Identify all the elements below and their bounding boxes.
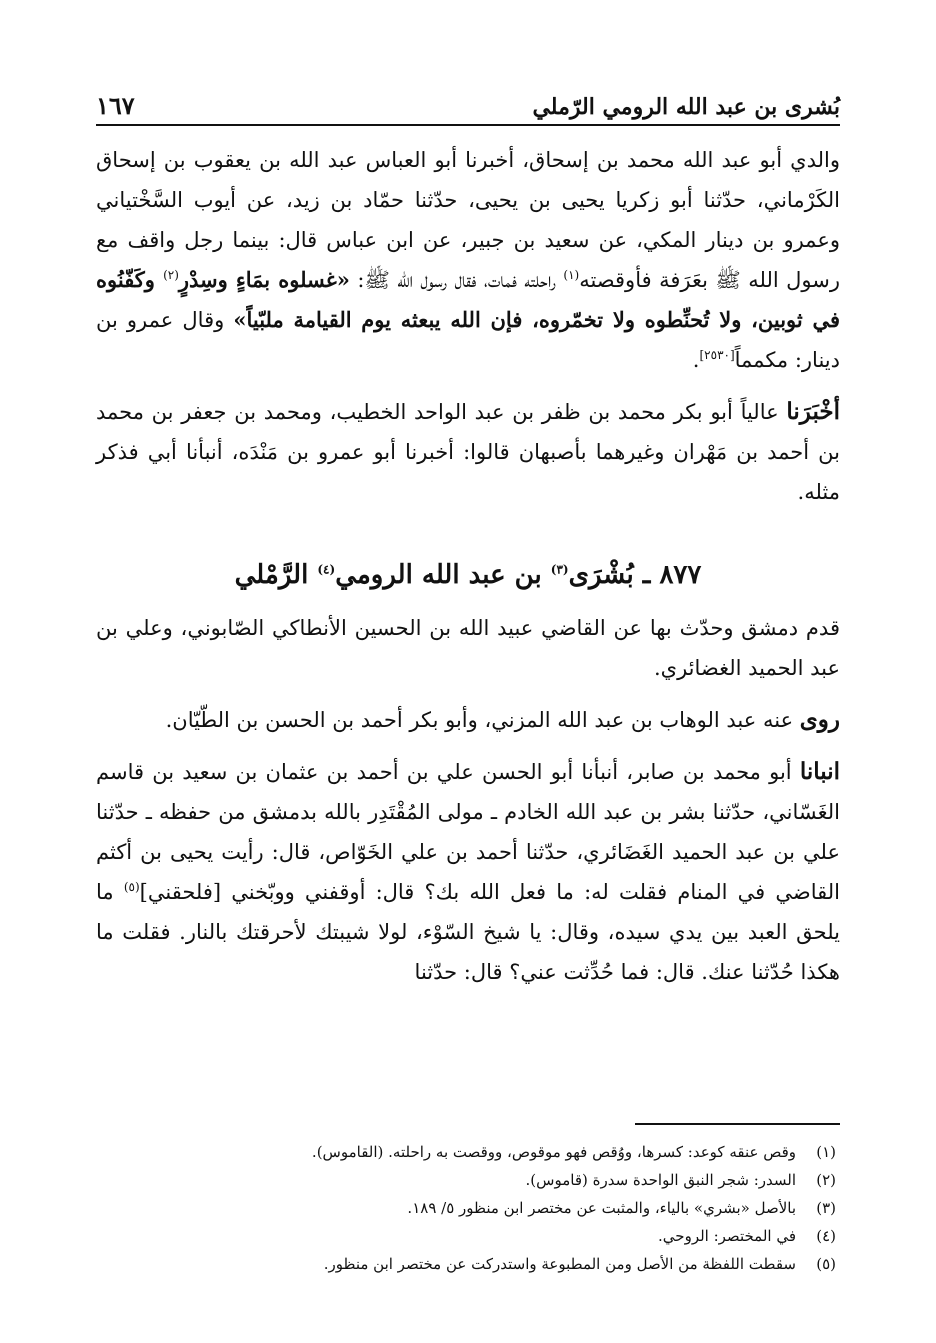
- main-text: [96, 140, 840, 1004]
- text-run: ما يلحق العبد بين يدي سيده، وقال: يا شيخ السّوْء، لولا شيبتك لأحرقتك بالنار. فقلت ما هكذا حُدّثنا عنك. قال: فما حُدِّثت عني؟ قال: حدّثنا: [96, 880, 840, 984]
- text-run: عنه عبد الوهاب بن عبد الله المزني، وأبو بكر أحمد بن الحسن بن الطّيّان.: [165, 708, 800, 732]
- text-run: أبو محمد بن صابر، أنبأنا أبو الحسن علي بن أحمد بن عثمان بن سعيد بن قاسم الغَسّاني، حدّثنا بشر بن عبد الله الخادم ـ مولى المُقْتَدِر بالله بدمشق من حفظه ـ حدّثنا علي بن عبد الحميد الغَضَائري، حدّثنا أحمد بن علي الخَوّاص، قال: رأيت يحيى بن أكثم القاضي في المنام فقلت له: ما فعل الله بك؟ قال: أوقفني ووبّخني [فلحقني]: [96, 760, 840, 904]
- footnote-number: (٣): [816, 1199, 836, 1217]
- paragraph-narrators: [96, 700, 840, 740]
- lead-word: روى: [799, 706, 840, 733]
- footnote-number: (٢): [816, 1171, 836, 1189]
- lead-word: انبانا: [799, 758, 840, 785]
- entry-heading: [96, 552, 840, 598]
- footnote-text: بالأصل «بشري» بالياء، والمثبت عن مختصر ابن منظور ٥/ ١٨٩.: [407, 1199, 796, 1217]
- text-run: .: [692, 348, 700, 372]
- paragraph-hadith: [96, 140, 840, 380]
- footnote-number: (٥): [816, 1255, 836, 1273]
- footnotes: [96, 1138, 836, 1278]
- footnote-ref-5: (٥): [123, 880, 140, 894]
- prophetic-quote-cont: وكَفّنُوه في ثوبين، ولا تُحنِّطوه ولا تخمّروه، فإن الله يبعثه يوم القيامة ملبّياً»: [96, 267, 841, 332]
- prophetic-quote: «غسلوه بمَاءٍ وسِدْرٍ: [178, 267, 350, 292]
- entry-name: ٨٧٧ ـ بُشْرَى: [568, 560, 702, 590]
- footnote-item: [96, 1194, 836, 1222]
- text-run: عالياً أبو بكر محمد بن ظفر بن عبد الواحد الخطيب، ومحمد بن جعفر بن محمد بن أحمد بن مَهْران وغيرهما بأصبهان قالوا: أخبرنا أبو عمرو بن مَنْدَه، أنبأنا أبي فذكر مثله.: [96, 400, 840, 504]
- lead-word: أخْبَرَنا: [786, 398, 840, 425]
- paragraph-akhbarana: [96, 392, 840, 512]
- running-head: [96, 80, 840, 126]
- hadith-number: [٢٥٣٠]: [699, 348, 735, 362]
- footnote-ref-3: (٣): [550, 562, 569, 577]
- text-run: والدي أبو عبد الله محمد بن إسحاق، أخبرنا أبو العباس عبد الله بن يعقوب بن إسحاق الكَرْماني، حدّثنا أبو زكريا يحيى بن يحيى، حدّثنا حمّاد بن زيد، عن أيوب السَّخْتياني وعمرو بن دينار المكي، عن سعيد بن جبير، عن ابن عباس قال: بينما رجل واقف مع رسول الله ﷺ بعَرَفة فأوقصته: [96, 148, 841, 292]
- footnote-item: [96, 1250, 836, 1278]
- text-run: وقال عمرو بن دينار: مكمماً: [96, 308, 840, 372]
- footnote-item: [96, 1222, 836, 1250]
- paragraph-anbana: [96, 752, 840, 992]
- footnote-text: وقص عنقه كوعد: كسرها، ووُقص فهو موقوص، ووقصت به راحلته. (القاموس).: [311, 1143, 796, 1161]
- footnote-ref-1: (١): [563, 268, 580, 282]
- paragraph-biography: قدم دمشق وحدّث بها عن القاضي عبيد الله بن الحسين الأنطاكي الصّابوني، وعلي بن عبد الحميد الغضائري.: [96, 616, 840, 680]
- footnote-item: [96, 1138, 836, 1166]
- text-run: راحلته فمات، فقال رسول الله ﷺ:: [349, 268, 564, 292]
- footnote-ref-2: (٢): [163, 268, 179, 282]
- footnote-number: (٤): [816, 1227, 836, 1245]
- footnote-number: (١): [816, 1143, 836, 1161]
- page-number: ١٦٧: [96, 91, 135, 120]
- entry-name-cont: بن عبد الله الرومي: [335, 560, 551, 590]
- footnote-text: السدر: شجر النبق الواحدة سدرة (قاموس).: [525, 1171, 796, 1189]
- footnote-item: [96, 1166, 836, 1194]
- footnote-separator: [635, 1123, 840, 1125]
- footnote-text: في المختصر: الروحي.: [658, 1227, 796, 1245]
- footnote-ref-4: (٤): [317, 562, 336, 577]
- entry-nisba: الرَّمْلي: [234, 560, 318, 590]
- footnote-text: سقطت اللفظة من الأصل ومن المطبوعة واستدركت عن مختصر ابن منظور.: [323, 1255, 796, 1273]
- running-head-title: بُشرى بن عبد الله الرومي الرّملي: [532, 94, 840, 120]
